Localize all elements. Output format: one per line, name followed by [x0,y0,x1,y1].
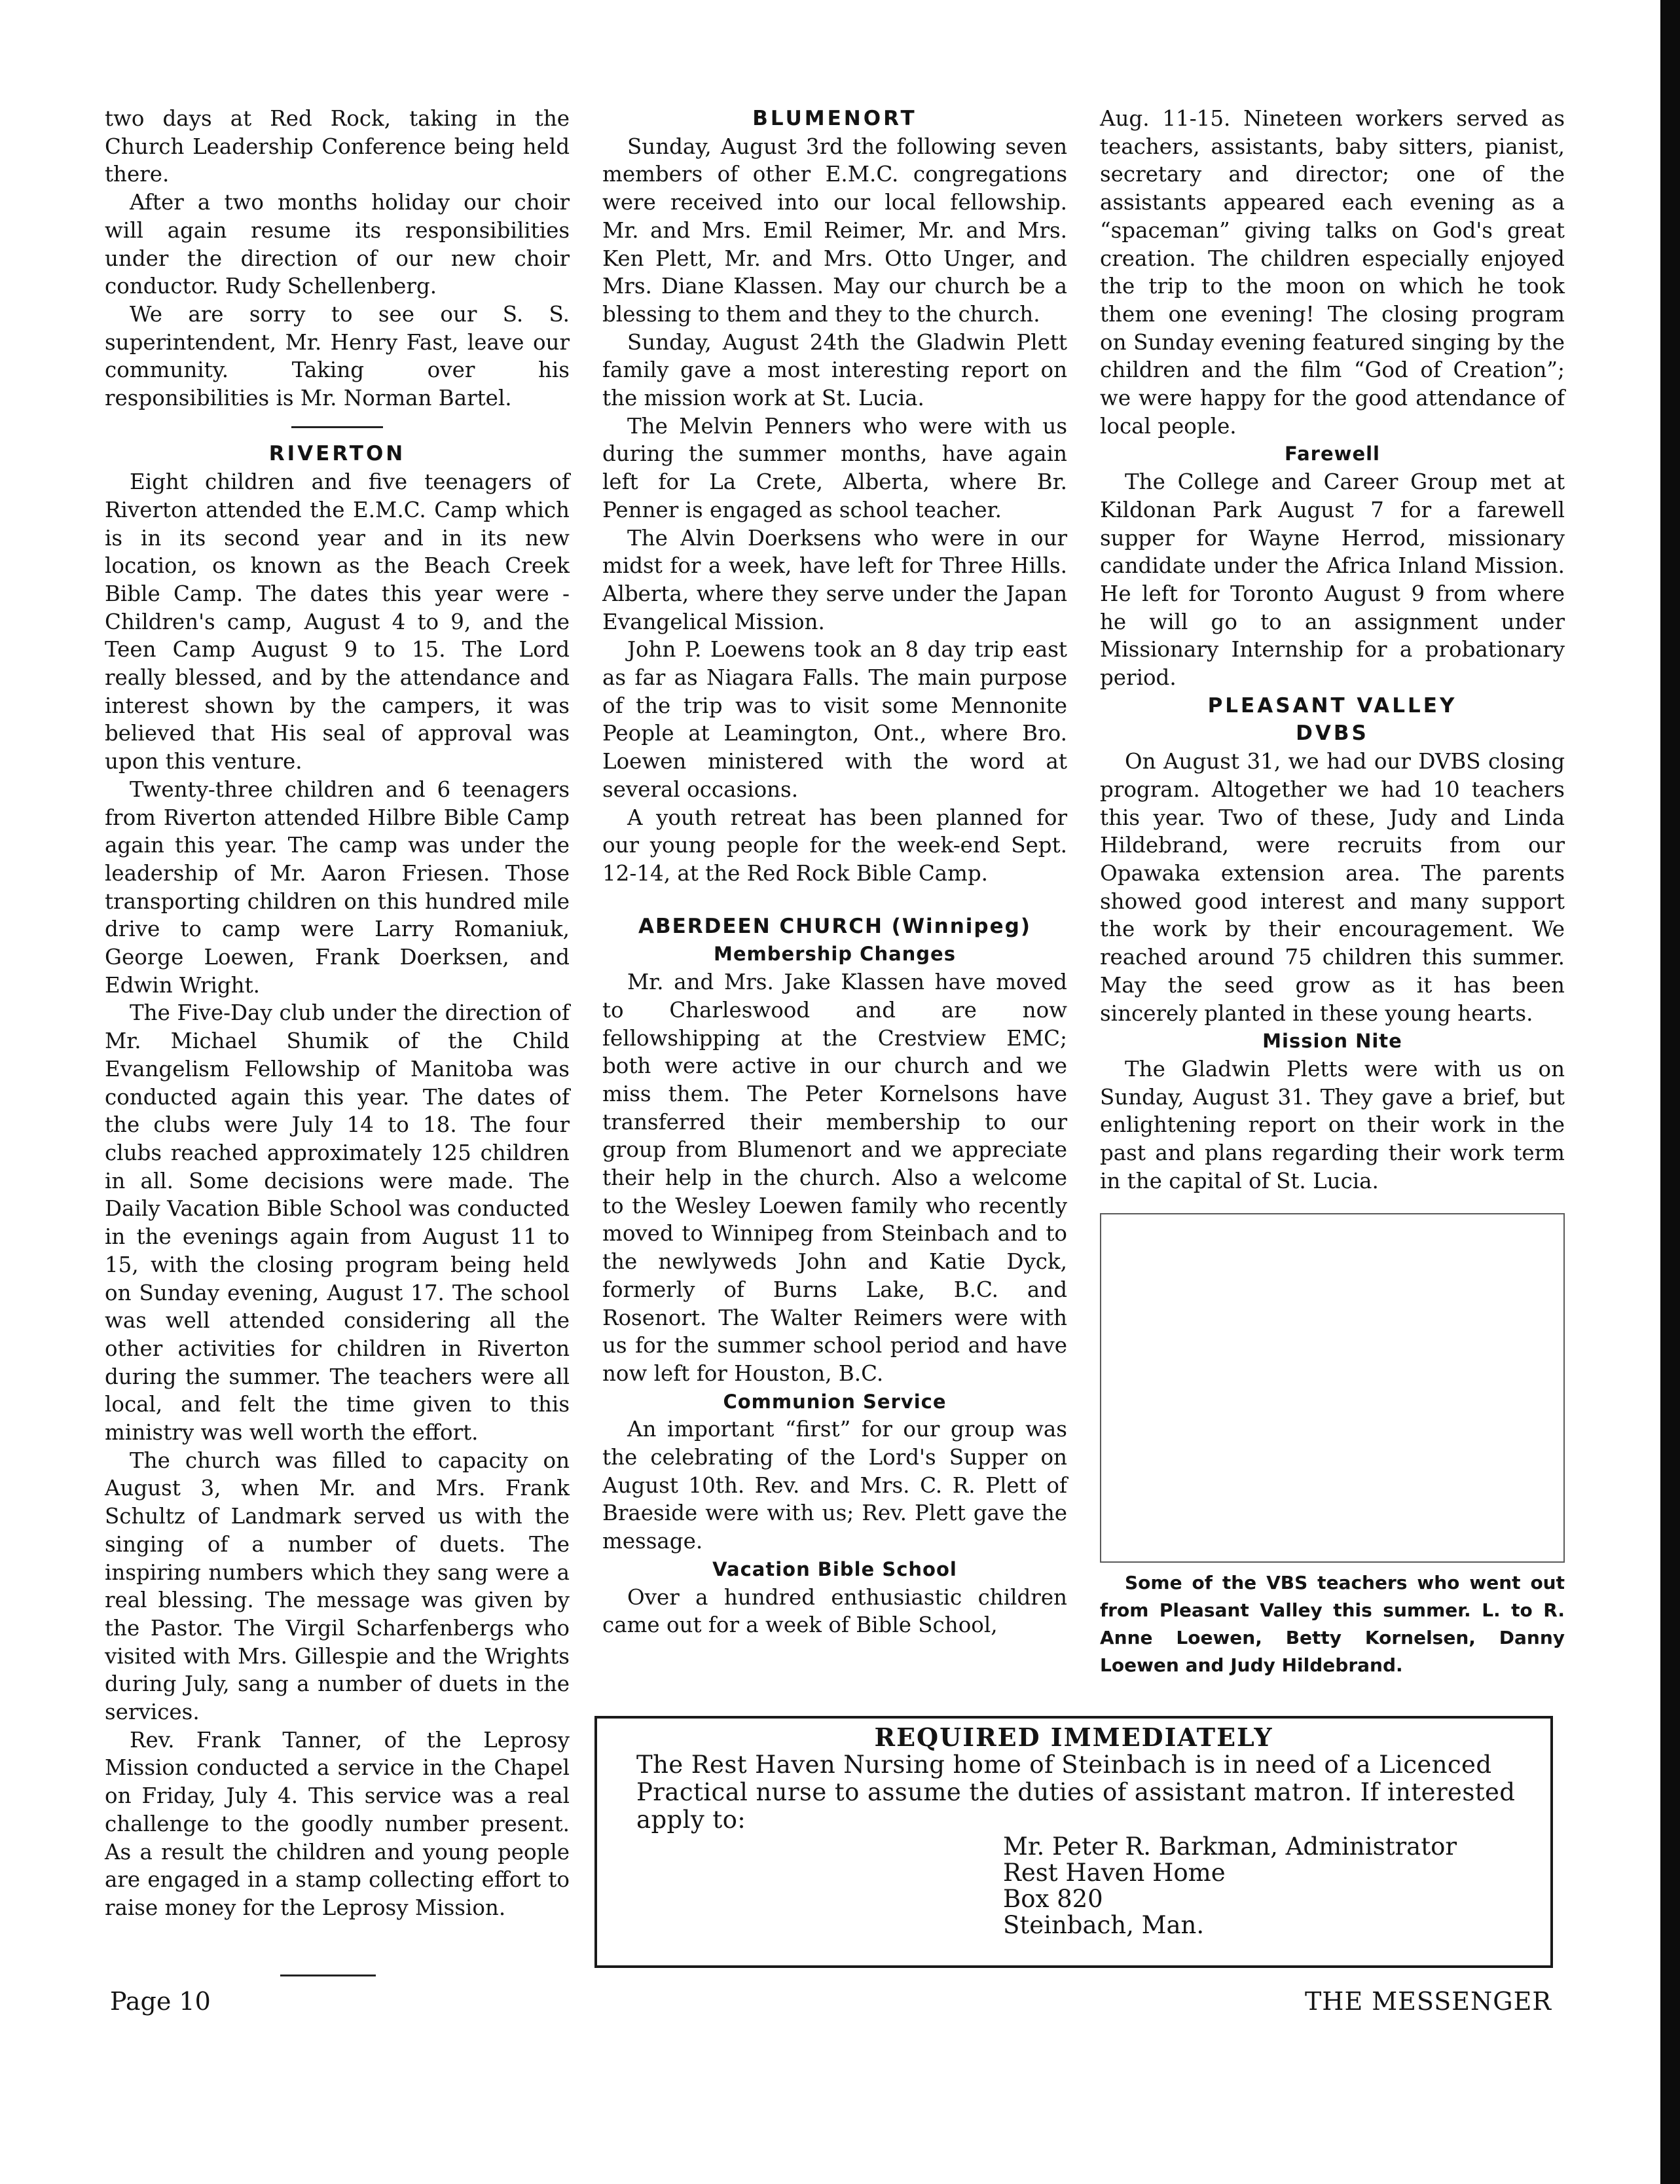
article-paragraph: Aug. 11-15. Nineteen workers served as teachers, assistants, baby sitters, pianist, secretary and director; one of the assistants appeared each evening as a “spaceman” giving talks on God's great creation. The children especially enjoyed the trip to the moon on which he took them one evening! The closing program on Sunday evening featured singing by the children and the film “God of Creation”; we were happy for the good attendance of local people. [1100,106,1565,439]
article-paragraph: Eight children and five teenagers of Riverton attended the E.M.C. Camp which is in its second year and in its new location, os known as the Beach Creek Bible Camp. The dates this year were - Children's camp, August 4 to 9, and the Teen Camp August 9 to 15. The Lord really blessed, and by the attendance and interest shown by the campers, it was believed that His seal of approval was upon this venture. [105,469,570,774]
article-paragraph: The Gladwin Pletts were with us on Sunday, August 31. They gave a brief, but enlightening report on their work in the past and plans regarding their work term in the capital of St. Lucia. [1100,1056,1565,1193]
article-paragraph: We are sorry to see our S. S. superintendent, Mr. Henry Fast, leave our community. Taking over his responsibilities is Mr. Norman Bartel. [105,301,570,411]
column-left [105,105,570,1922]
page-number: Page 10 [110,1987,211,2016]
column-middle [602,105,1067,1639]
ad-address-line: Box 820 [1003,1885,1103,1913]
subheading-membership: Membership Changes [713,943,956,966]
ad-address [1003,1834,1550,1938]
subheading-vbs: Vacation Bible School [712,1557,957,1580]
article-paragraph: An important “first” for our group was the celebrating of the Lord's Supper on August 10th. Rev. and Mrs. C. R. Plett of Braeside were with us; Rev. Plett gave the message. [602,1417,1067,1554]
scan-edge [1660,0,1680,2184]
subheading-mission-nite: Mission Nite [1262,1030,1402,1053]
section-heading-riverton: RIVERTON [268,442,406,466]
article-paragraph: Over a hundred enthusiastic children came out for a week of Bible School, [602,1584,1067,1638]
section-divider [105,412,570,441]
article-paragraph: The church was filled to capacity on August 3, when Mr. and Mrs. Frank Schultz of Landmark served us with the singing of a number of duets. The inspiring numbers which they sang were a real blessing. The message was given by the Pastor. The Virgil Scharfenbergs who visited with Mrs. Gillespie and the Wrights during July, sang a number of duets in the services. [105,1447,570,1725]
subheading-communion: Communion Service [723,1390,947,1413]
section-heading-pleasant-valley: PLEASANT VALLEY [1207,693,1457,718]
photo-caption: Some of the VBS teachers who went out from Pleasant Valley this summer. L. to R. Anne Loewen, Betty Kornelsen, Danny Loewen and Judy Hildebrand. [1100,1572,1565,1677]
ad-address-line: Mr. Peter R. Barkman, Administrator [1003,1832,1457,1861]
ad-body: The Rest Haven Nursing home of Steinbach is in need of a Licenced Practical nurse to assume the duties of assistant matron. If interested apply to: [636,1751,1516,1834]
article-paragraph: After a two months holiday our choir will again resume its responsibilities under the direction of our new choir conductor. Rudy Schellenberg. [105,190,570,299]
spacer [602,888,1067,913]
column-right [1100,105,1565,1679]
article-paragraph: Rev. Frank Tanner, of the Leprosy Mission conducted a service in the Chapel on Friday, July 4. This service was a real challenge to the goodly number present. As a result the children and young people are engaged in a stamp collecting effort to raise money for the Leprosy Mission. [105,1727,570,1920]
section-heading-aberdeen: ABERDEEN CHURCH (Winnipeg) [638,914,1032,938]
article-paragraph: The College and Career Group met at Kildonan Park August 7 for a farewell supper for Wayne Herrod, missionary candidate under the Africa Inland Mission. He left for Toronto August 9 from where he will go to an assignment under Missionary Internship for a probationary period. [1100,469,1565,691]
classified-ad-box [594,1716,1553,1968]
article-paragraph: The Alvin Doerksens who were in our midst for a week, have left for Three Hills. Alberta, where they serve under the Japan Evangelical Mission. [602,525,1067,634]
ad-address-line: Steinbach, Man. [1003,1911,1205,1939]
ad-title: REQUIRED IMMEDIATELY [874,1722,1273,1752]
ad-address-line: Rest Haven Home [1003,1859,1226,1887]
article-paragraph: The Melvin Penners who were with us during the summer months, have again left for La Crete, Alberta, where Br. Penner is engaged as school teacher. [602,413,1067,522]
article-paragraph: Mr. and Mrs. Jake Klassen have moved to Charleswood and are now fellowshipping at the Crestview EMC; both were active in our church and we miss them. The Peter Kornelsons have transferred their membership to our group from Blumenort and we appreciate their help in the church. Also a welcome to the Wesley Loewen family who recently moved to Winnipeg from Steinbach and to the newlyweds John and Katie Dyck, formerly of Burns Lake, B.C. and Rosenort. The Walter Reimers were with us for the summer school period and have now left for Houston, B.C. [602,970,1067,1386]
article-paragraph: The Five-Day club under the direction of Mr. Michael Shumik of the Child Evangelism Fellowship of Manitoba was conducted again this year. The dates of the clubs were July 14 to 18. The four clubs reached approximately 125 children in all. Some decisions were made. The Daily Vacation Bible School was conducted in the evenings again from August 11 to 15, with the closing program being held on Sunday evening, August 17. The school was well attended considering all the other activities for children in Riverton during the summer. The teachers were all local, and felt the time given to this ministry was well worth the effort. [105,1000,570,1446]
article-paragraph: On August 31, we had our DVBS closing program. Altogether we had 10 teachers this year. Two of these, Judy and Linda Hildebrand, were recruits from our Opawaka extension area. The parents showed good interest and many support the work by their encouragement. We reached around 75 children this summer. May the seed grow as it has been sincerely planted in these young hearts. [1100,749,1565,1026]
article-paragraph: two days at Red Rock, taking in the Church Leadership Conference being held there. [105,106,570,187]
section-heading-dvbs: DVBS [1296,721,1369,746]
article-paragraph: Sunday, August 3rd the following seven members of other E.M.C. congregations were received into our local fellowship. Mr. and Mrs. Emil Reimer, Mr. and Mrs. Ken Plett, Mr. and Mrs. Otto Unger, and Mrs. Diane Klassen. May our church be a blessing to them and they to the church. [602,134,1067,327]
subheading-farewell: Farewell [1285,443,1380,465]
column-end-divider [280,1975,376,1976]
article-paragraph: A youth retreat has been planned for our young people for the week-end Sept. 12-14, at the Red Rock Bible Camp. [602,805,1067,886]
article-paragraph: John P. Loewens took an 8 day trip east as far as Niagara Falls. The main purpose of the trip was to visit some Mennonite People at Leamington, Ont., where Bro. Loewen ministered with the word at several occasions. [602,637,1067,802]
section-heading-blumenort: BLUMENORT [752,107,917,130]
publication-name: THE MESSENGER [1304,1987,1552,2016]
article-paragraph: Sunday, August 24th the Gladwin Plett family gave a most interesting report on the mission work at St. Lucia. [602,329,1067,411]
vbs-teachers-photo [1100,1213,1565,1563]
article-paragraph: Twenty-three children and 6 teenagers from Riverton attended Hilbre Bible Camp again this year. The camp was under the leadership of Mr. Aaron Friesen. Those transporting children on this hundred mile drive to camp were Larry Romaniuk, George Loewen, Frank Doerksen, and Edwin Wright. [105,776,570,998]
